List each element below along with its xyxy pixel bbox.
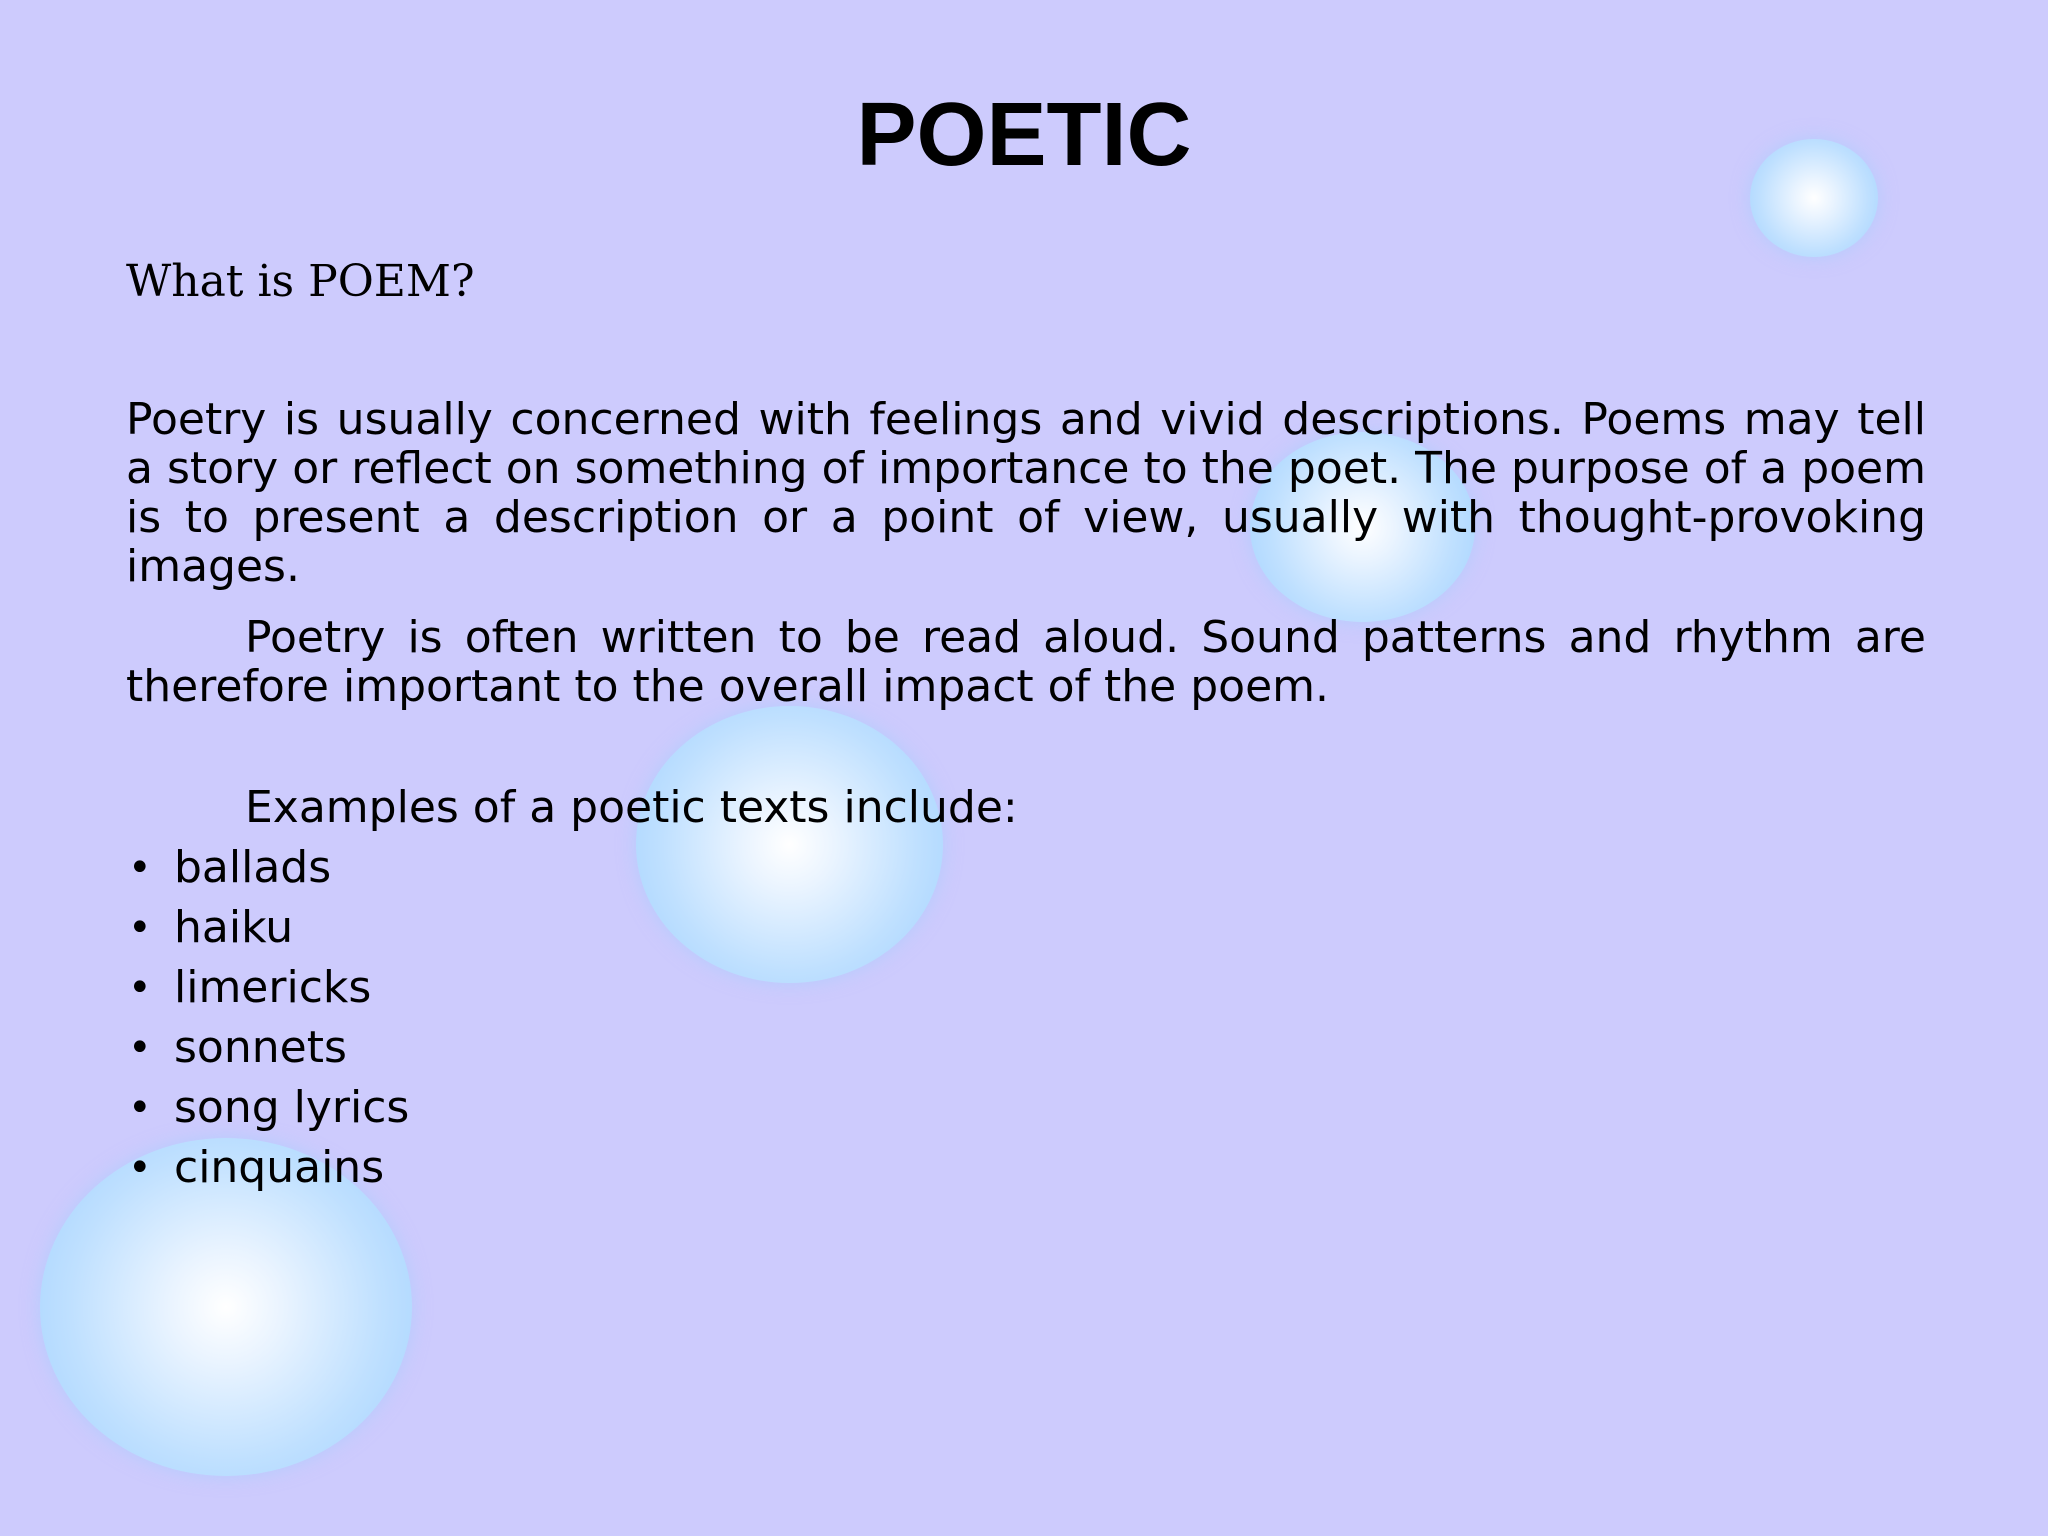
bullet-icon: • xyxy=(128,1145,152,1191)
list-item-label: haiku xyxy=(174,902,294,953)
list-item-label: ballads xyxy=(174,842,332,893)
list-item xyxy=(126,1138,409,1198)
paragraph-poetry-definition: Poetry is usually concerned with feelings and vivid descriptions. Poems may tell a story or reflect on something of importance to the poet. The purpose of a poem is to present a description or a point of view, usually with thought-provoking images. xyxy=(126,394,1926,592)
list-item-label: song lyrics xyxy=(174,1082,410,1133)
list-item xyxy=(126,898,409,958)
list-item xyxy=(126,958,409,1018)
bullet-icon: • xyxy=(128,1085,152,1131)
list-item-label: limericks xyxy=(174,962,372,1013)
slide-subtitle: What is POEM? xyxy=(126,256,475,307)
paragraph-poetry-read-aloud: Poetry is often written to be read aloud. Sound patterns and rhythm are therefore important to the overall impact of the poem. xyxy=(126,612,1926,712)
list-item-label: cinquains xyxy=(174,1142,385,1193)
bullet-icon: • xyxy=(128,1025,152,1071)
slide-title: POETIC xyxy=(856,85,1192,185)
bullet-icon: • xyxy=(128,965,152,1011)
list-item-label: sonnets xyxy=(174,1022,347,1073)
list-item xyxy=(126,838,409,898)
list-item xyxy=(126,1018,409,1078)
examples-list xyxy=(126,838,409,1198)
bullet-icon: • xyxy=(128,845,152,891)
list-item xyxy=(126,1078,409,1138)
examples-intro: Examples of a poetic texts include: xyxy=(245,782,1018,833)
bullet-icon: • xyxy=(128,905,152,951)
